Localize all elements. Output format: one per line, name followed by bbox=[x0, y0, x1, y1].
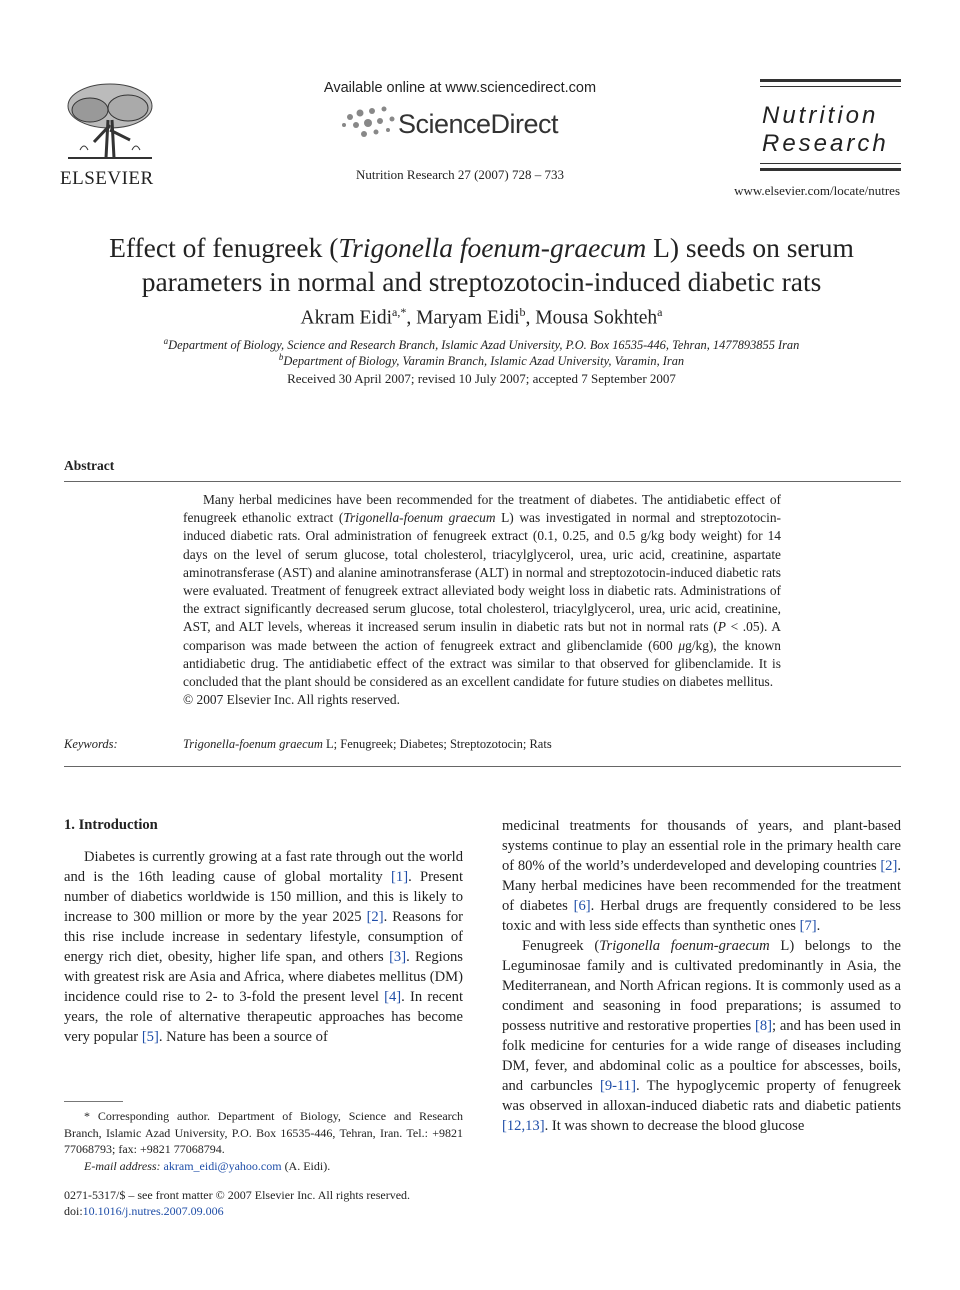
citation-link[interactable]: [3] bbox=[389, 949, 407, 965]
sciencedirect-dots-icon bbox=[340, 103, 400, 143]
citation-link[interactable]: [5] bbox=[141, 1029, 159, 1045]
citation-link[interactable]: [4] bbox=[384, 989, 402, 1005]
journal-name-line2: Research bbox=[762, 130, 889, 157]
body-text: . Many herbal medicines have been recommended for the treatment of diabetes bbox=[502, 858, 901, 914]
doi-line: doi:10.1016/j.nutres.2007.09.006 bbox=[64, 1204, 224, 1218]
right-column bbox=[502, 816, 901, 1136]
citation-link[interactable]: [9-11] bbox=[600, 1078, 636, 1094]
author-name: Maryam Eidi bbox=[416, 307, 520, 329]
author-separator: , bbox=[406, 307, 417, 329]
journal-top-rule-thick bbox=[760, 79, 901, 82]
journal-top-rule-thin bbox=[760, 86, 901, 87]
keywords-list: Trigonella-foenum graecum L; Fenugreek; Diabetes; Streptozotocin; Rats bbox=[183, 737, 552, 751]
abstract-body bbox=[183, 491, 781, 709]
corresponding-author-note: * Corresponding author. Department of Biology, Science and Research Branch, Islamic Azad University, P.O. Box 16535-446, Tehran, Iran. Tel.: +9821 77068793; fax: +9821 77068794. bbox=[64, 1109, 463, 1156]
citation-link[interactable]: [7] bbox=[799, 918, 817, 934]
citation-link[interactable]: [6] bbox=[573, 898, 591, 914]
body-text: . bbox=[816, 918, 821, 934]
abstract-bottom-rule bbox=[64, 766, 901, 767]
journal-bottom-rule-thick bbox=[760, 168, 901, 171]
author-affiliation-mark: b bbox=[519, 305, 526, 319]
doi-link[interactable]: 10.1016/j.nutres.2007.09.006 bbox=[82, 1204, 224, 1218]
abstract-copyright: © 2007 Elsevier Inc. All rights reserved. bbox=[183, 692, 400, 708]
journal-bottom-rule-thin bbox=[760, 163, 901, 164]
species-name: Trigonella foenum-graecum bbox=[599, 938, 770, 954]
footnote-rule bbox=[64, 1101, 123, 1102]
section-heading-introduction: 1. Introduction bbox=[64, 817, 158, 833]
affiliation-a: $^a$Department of Biology, Science and Research Branch, Islamic Azad University, P.O. Box 16535-446, Tehran, 1477893855 Iran bbox=[163, 336, 800, 353]
body-text: . In recent years, the role of alternative therapeutic approaches has become very popular bbox=[64, 989, 463, 1045]
citation-link[interactable]: [12,13] bbox=[502, 1118, 545, 1134]
body-text: . Present number of diabetics worldwide is 150 million, and this is likely to increase to 300 million or more by the year 2025 bbox=[64, 869, 463, 925]
body-text: . Nature has been a source of bbox=[158, 1029, 328, 1045]
title-line-1: Effect of fenugreek (Trigonella foenum-graecum L) seeds on serum bbox=[109, 232, 854, 263]
journal-name-line1: Nutrition bbox=[762, 102, 879, 129]
left-column bbox=[64, 847, 463, 1047]
publisher-name: ELSEVIER bbox=[60, 168, 154, 189]
journal-url[interactable]: www.elsevier.com/locate/nutres bbox=[734, 183, 900, 198]
abstract-heading: Abstract bbox=[64, 458, 115, 473]
body-text: . It was shown to decrease the blood glucose bbox=[544, 1118, 805, 1134]
author-name: Mousa Sokhteh bbox=[535, 307, 658, 329]
body-text: Diabetes is currently growing at a fast rate through out the world and is the 16th leading cause of global mortality bbox=[64, 849, 463, 885]
article-dates: Received 30 April 2007; revised 10 July 2007; accepted 7 September 2007 bbox=[287, 371, 676, 386]
issn-line: 0271-5317/$ – see front matter © 2007 Elsevier Inc. All rights reserved. bbox=[64, 1188, 411, 1202]
citation-link[interactable]: [1] bbox=[391, 869, 409, 885]
citation-link[interactable]: [2] bbox=[366, 909, 384, 925]
intro-paragraph-3 bbox=[502, 936, 901, 1136]
elsevier-tree-icon bbox=[60, 80, 160, 162]
body-text: ; and has been used in folk medicine for centuries for a wide range of diseases including DM, fever, and abdominal colic as a poultice for abscesses, boils, and carbuncles bbox=[502, 1018, 901, 1094]
body-text: medicinal treatments for thousands of years, and plant-based systems continue to play an essential role in the primary health care of 80% of the world’s underdeveloped and developing countries bbox=[502, 818, 901, 874]
intro-paragraph-1 bbox=[64, 847, 463, 1047]
elsevier-logo bbox=[60, 80, 160, 189]
sciencedirect-logo bbox=[340, 103, 580, 143]
journal-name bbox=[762, 102, 889, 158]
abstract-paragraph: Many herbal medicines have been recommended for the treatment of diabetes. The antidiabetic effect of fenugreek ethanolic extract (Trigonella-foenum graecum L) was investigated in normal and streptozotocin-induced diabetic rats. Oral administration of fenugreek extract (0.1, 0.25, and 0.5 g/kg body weight) for 14 days on the level of serum glucose, total cholesterol, triacylglycerol, urea, uric acid, creatinine, aspartate aminotransferase (AST) and alanine aminotransferase (ALT) in normal and streptozotocin-induced diabetic rats were evaluated. Treatment of fenugreek extract alleviated body weight loss in diabetic rats. Administrations of the extract significantly decreased serum glucose, total cholesterol, triacylglycerol, urea, uric acid, creatinine, AST, and ALT levels, whereas it increased serum insulin in diabetic rats but not in normal rats (P < .05). A comparison was made between the action of fenugreek extract and glibenclamide (600 μg/kg), the known antidiabetic drug. The antidiabetic effect of the extract was similar to that observed for glibenclamide. It is concluded that the plant should be considered as an excellent candidate for future studies on diabetes mellitus. bbox=[183, 492, 781, 690]
journal-reference: Nutrition Research 27 (2007) 728 – 733 bbox=[356, 167, 564, 182]
citation-link[interactable]: [2] bbox=[880, 858, 898, 874]
title-line-2: parameters in normal and streptozotocin-induced diabetic rats bbox=[141, 266, 822, 297]
body-text: . The hypoglycemic property of fenugreek was observed in alloxan-induced diabetic rats and diabetic patients bbox=[502, 1078, 901, 1114]
author-name: Akram Eidi bbox=[300, 307, 393, 329]
body-text: . Reasons for this rise include increase in sedentary lifestyle, consumption of energy rich diet, obesity, higher life span, and others bbox=[64, 909, 463, 965]
email-note: E-mail address: akram_eidi@yahoo.com (A. Eidi). bbox=[84, 1159, 331, 1173]
affiliation-b: $^b$Department of Biology, Varamin Branch, Islamic Azad University, Varamin, Iran bbox=[278, 352, 685, 369]
author-list bbox=[60, 305, 903, 330]
body-text: . Regions with greatest risk are Asia and Africa, where diabetes mellitus (DM) incidence could rise to 2- to 3-fold the present level bbox=[64, 949, 463, 1005]
author-affiliation-mark: a,* bbox=[392, 305, 407, 319]
author-separator: , bbox=[525, 307, 536, 329]
author-email-link[interactable]: akram_eidi@yahoo.com bbox=[163, 1159, 282, 1173]
citation-link[interactable]: [8] bbox=[754, 1018, 773, 1034]
abstract-top-rule bbox=[64, 481, 901, 482]
author-affiliation-mark: a bbox=[657, 305, 663, 319]
body-text: . Herbal drugs are frequently considered to be less toxic and with less side effects than synthetic ones bbox=[502, 898, 901, 934]
keywords-label: Keywords: bbox=[64, 737, 118, 751]
intro-paragraph-2 bbox=[502, 816, 901, 936]
body-text: Fenugreek ( bbox=[522, 938, 600, 954]
article-title bbox=[60, 231, 903, 299]
body-text: L) belongs to the Leguminosae family and is cultivated predominantly in Asia, the Mediterranean, and North African regions. It is commonly used as a condiment and seasoning in food preparations; is assumed to possess nutritive and restorative properties bbox=[502, 938, 901, 1034]
available-online: Available online at www.sciencedirect.com bbox=[323, 80, 597, 96]
sciencedirect-wordmark: ScienceDirect bbox=[398, 109, 559, 139]
